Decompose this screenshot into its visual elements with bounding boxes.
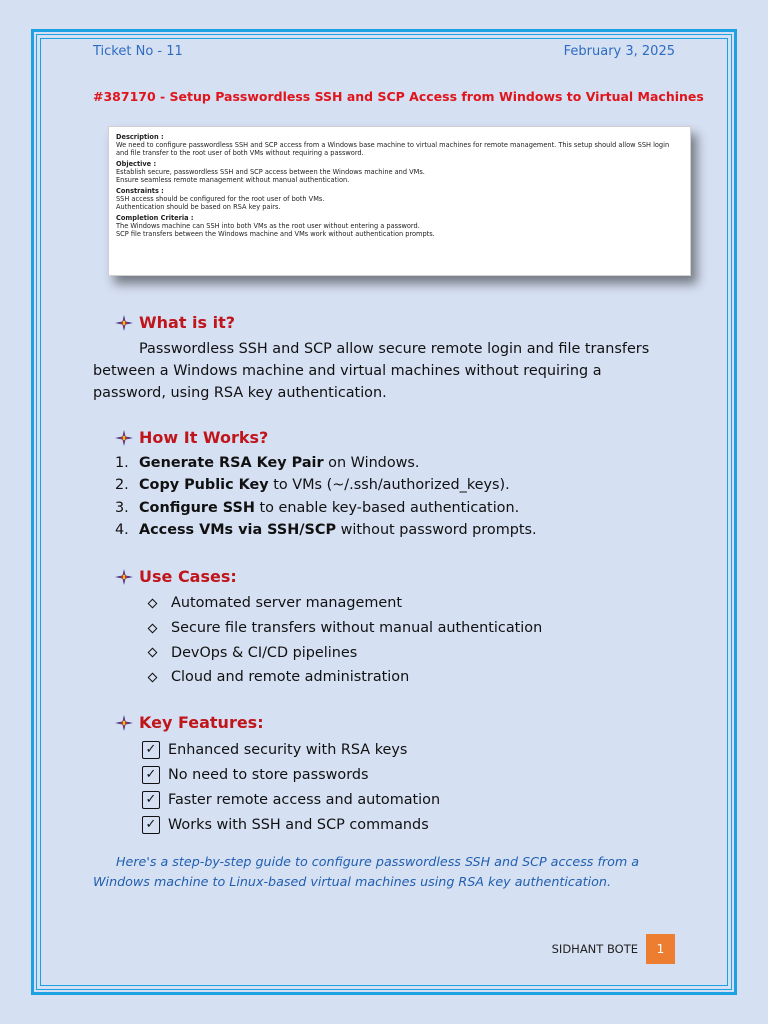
key-features-list (142, 737, 440, 837)
section-title: How It Works? (139, 428, 269, 447)
use-cases-list (146, 591, 542, 690)
diamond-bullet-icon (148, 598, 158, 608)
list-item (115, 519, 675, 541)
objective-section (116, 160, 683, 184)
how-it-works-steps (115, 452, 675, 541)
completion-criteria-section (116, 214, 683, 238)
step-bold-text: Generate RSA Key Pair (139, 455, 324, 471)
list-item (115, 474, 675, 496)
section-heading: Constraints : (116, 187, 164, 195)
section-heading: Completion Criteria : (116, 214, 194, 222)
how-it-works-heading (115, 428, 268, 447)
step-bold-text: Configure SSH (139, 499, 255, 516)
description-card (108, 126, 691, 276)
what-is-it-paragraph (93, 338, 673, 404)
closing-paragraph (93, 852, 683, 892)
ticket-title: #387170 - Setup Passwordless SSH and SCP Access from Windows to Virtual Machines (93, 89, 704, 104)
section-title: Key Features: (139, 713, 264, 732)
diamond-bullet-icon (148, 623, 158, 633)
checkbox-checked-icon: ✓ (142, 791, 160, 809)
step-bold-text: Access VMs via SSH/SCP (139, 521, 337, 538)
list-item-text: Works with SSH and SCP commands (168, 816, 429, 833)
use-cases-heading (115, 567, 237, 586)
description-section (116, 133, 683, 157)
list-item (146, 640, 542, 665)
list-item-text: Secure file transfers without manual authentication (171, 620, 543, 637)
page-number-badge: 1 (646, 934, 675, 964)
step-text: on Windows. (323, 455, 420, 471)
four-point-star-bullet-icon (115, 569, 133, 585)
list-item (142, 787, 440, 812)
step-text: without password prompts. (336, 521, 537, 538)
list-item (142, 812, 440, 837)
section-title: What is it? (139, 313, 236, 332)
list-item (146, 616, 542, 641)
constraints-section (116, 187, 683, 211)
list-item-text: Automated server management (171, 595, 402, 612)
paragraph-text: Passwordless SSH and SCP allow secure remote login and file transfers between a Windows machine and virtual machines without requiring a password, using RSA key authentication. (93, 341, 650, 401)
list-item (146, 591, 542, 616)
ticket-date: February 3, 2025 (563, 44, 675, 59)
closing-text: Here's a step-by-step guide to configure passwordless SSH and SCP access from a Windows machine to Linux-based virtual machines using RSA key authentication. (93, 854, 640, 889)
list-item-text: Faster remote access and automation (168, 791, 441, 808)
section-line: Ensure seamless remote management without manual authentication. (116, 176, 350, 184)
list-item-text: DevOps & CI/CD pipelines (171, 644, 358, 661)
section-line: We need to configure passwordless SSH and SCP access from a Windows base machine to virtual machines for remote management. This setup should allow SSH login and file transfer to the root user of both VMs without requiring a password. (116, 141, 670, 157)
footer-author: SIDHANT BOTE (551, 942, 638, 956)
section-heading: Objective : (116, 160, 157, 168)
list-item (142, 737, 440, 762)
section-line: SCP file transfers between the Windows machine and VMs work without authentication prompts. (116, 230, 435, 238)
key-features-heading (115, 713, 264, 732)
step-text: to VMs (~/.ssh/authorized_keys). (268, 477, 510, 494)
step-number: 4. (115, 521, 129, 538)
checkbox-checked-icon: ✓ (142, 816, 160, 834)
section-line: SSH access should be configured for the root user of both VMs. (116, 195, 325, 203)
section-line: Establish secure, passwordless SSH and SCP access between the Windows machine and VMs. (116, 168, 425, 176)
section-line: Authentication should be based on RSA key pairs. (116, 203, 281, 211)
step-bold-text: Copy Public Key (139, 477, 269, 494)
list-item-text: Cloud and remote administration (171, 669, 410, 686)
what-is-it-heading (115, 313, 235, 332)
step-text: to enable key-based authentication. (254, 499, 520, 516)
four-point-star-bullet-icon (115, 315, 133, 331)
checkbox-checked-icon: ✓ (142, 766, 160, 784)
list-item (115, 452, 675, 474)
step-number: 1. (115, 455, 129, 471)
list-item (146, 665, 542, 690)
list-item (142, 762, 440, 787)
four-point-star-bullet-icon (115, 430, 133, 446)
diamond-bullet-icon (148, 648, 158, 658)
list-item-text: Enhanced security with RSA keys (168, 741, 408, 758)
section-title: Use Cases: (139, 567, 237, 586)
step-number: 3. (115, 499, 129, 516)
diamond-bullet-icon (148, 672, 158, 682)
list-item (115, 497, 675, 519)
checkbox-checked-icon: ✓ (142, 741, 160, 759)
section-line: The Windows machine can SSH into both VMs as the root user without entering a password. (116, 222, 420, 230)
four-point-star-bullet-icon (115, 715, 133, 731)
ticket-number: Ticket No - 11 (93, 44, 183, 59)
section-heading: Description : (116, 133, 164, 141)
step-number: 2. (115, 477, 129, 494)
list-item-text: No need to store passwords (168, 766, 369, 783)
